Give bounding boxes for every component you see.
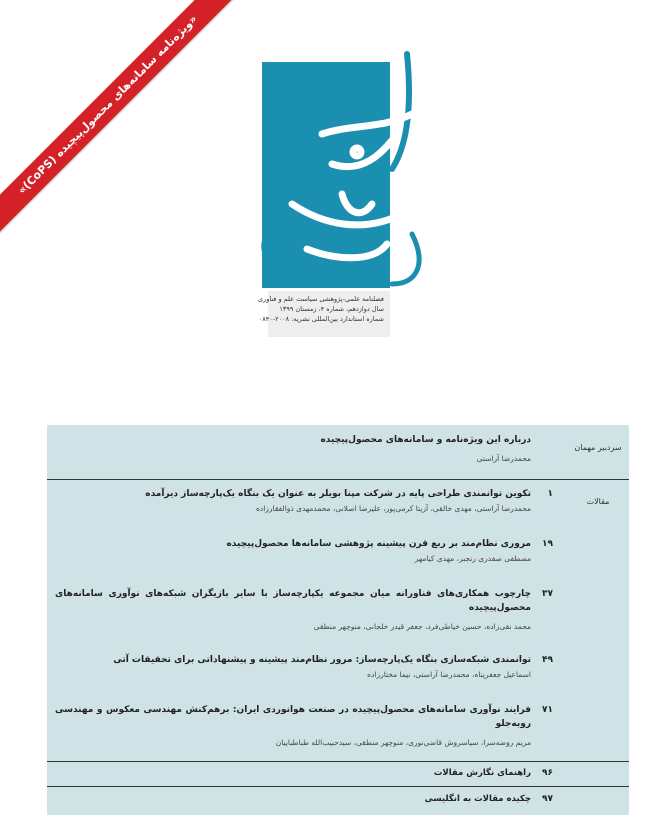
article-page: ۷۱	[542, 705, 553, 715]
guest-editor-label: سردبیر مهمان	[574, 443, 622, 452]
footer-entry-guidelines[interactable]	[47, 763, 559, 785]
divider	[47, 761, 629, 762]
article-page: ۴۹	[542, 655, 553, 665]
editorial-entry[interactable]	[47, 433, 559, 477]
article-authors: مریم روضه‌سرا، سیاسروش قاضی‌نوری، منوچهر منطقی، سیدحبیب‌الله طباطباییان	[275, 738, 531, 747]
article-page: ۱	[547, 489, 553, 499]
divider	[47, 786, 629, 787]
articles-label: مقالات	[586, 497, 610, 506]
article-title: فرایند نوآوری سامانه‌های محصول‌پیچیده در صنعت هوانوردی ایران: برهم‌کنش مهندسی معکوس و مهندسی روبه‌جلو	[55, 705, 531, 729]
article-page: ۱۹	[542, 539, 553, 549]
publication-line-1: فصلنامه علمی-پژوهشی سیاست علم و فناوری	[258, 295, 384, 303]
calligraphy-logo-icon	[212, 34, 452, 294]
publication-line-2: سال دوازدهم، شماره ۴، زمستان ۱۳۹۹	[279, 305, 384, 313]
divider	[47, 479, 629, 480]
article-authors: اسماعیل جعفرپناه، محمدرضا آراستی، نیما مختارزاده	[367, 670, 531, 679]
footer-entry-abstracts[interactable]	[47, 789, 559, 811]
article-authors: محمد نقی‌زاده، حسین خیاطی‌فرد، جعفر قیدر خلجانی، منوچهر منطقی	[313, 622, 531, 631]
article-entry[interactable]	[47, 487, 559, 527]
article-title: توانمندی شبکه‌سازی بنگاه یک‌پارچه‌ساز: مرور نظام‌مند پیشینه و پیشنهاداتی برای تحقیقات آتی	[113, 655, 531, 665]
article-page: ۳۷	[542, 589, 553, 599]
journal-logo	[262, 62, 390, 288]
editorial-title: درباره این ویژه‌نامه و سامانه‌های محصول‌پیچیده	[320, 435, 531, 445]
article-entry[interactable]	[47, 653, 559, 693]
article-entry[interactable]	[47, 537, 559, 577]
special-issue-ribbon: «ویژه‌نامه سامانه‌های محصول‌پیچیده (CoPS)»	[0, 0, 237, 234]
toc-entries	[47, 425, 559, 815]
footer-title: راهنمای نگارش مقالات	[433, 768, 531, 778]
article-authors: مصطفی صفدری رنجبر، مهدی کیامهر	[414, 554, 531, 563]
table-of-contents	[47, 425, 629, 815]
article-title: مروری نظام‌مند بر ربع قرن پیشینه پژوهشی سامانه‌ها محصول‌پیچیده	[226, 539, 531, 549]
footer-page: ۹۶	[542, 768, 553, 778]
corner-ribbon	[0, 0, 240, 240]
editorial-authors: محمدرضا آراستی	[476, 454, 531, 463]
article-entry[interactable]	[47, 587, 559, 645]
article-authors: محمدرضا آراستی، مهدی خالقی، آزیتا کرمی‌پور، علیرضا اصلانی، محمدمهدی ذوالفقارزاده	[255, 504, 531, 513]
publication-info	[258, 291, 390, 337]
article-title: تکوین توانمندی طراحی پایه در شرکت مپنا بویلر به عنوان یک بنگاه یک‌پارچه‌ساز دیرآمده	[145, 489, 531, 499]
footer-title: چکیده مقالات به انگلیسی	[424, 794, 531, 804]
article-title: چارچوب همکاری‌های فناورانه میان مجموعه یکپارچه‌ساز با سایر بازیگران شبکه‌های نوآوری سامانه‌های محصول‌پیچیده	[55, 589, 531, 613]
publication-line-3: شماره استاندارد بین‌المللی نشریه: ۲۰۰۸-۰۸۴۰	[258, 315, 384, 323]
article-entry[interactable]	[47, 703, 559, 759]
footer-page: ۹۷	[542, 794, 553, 804]
